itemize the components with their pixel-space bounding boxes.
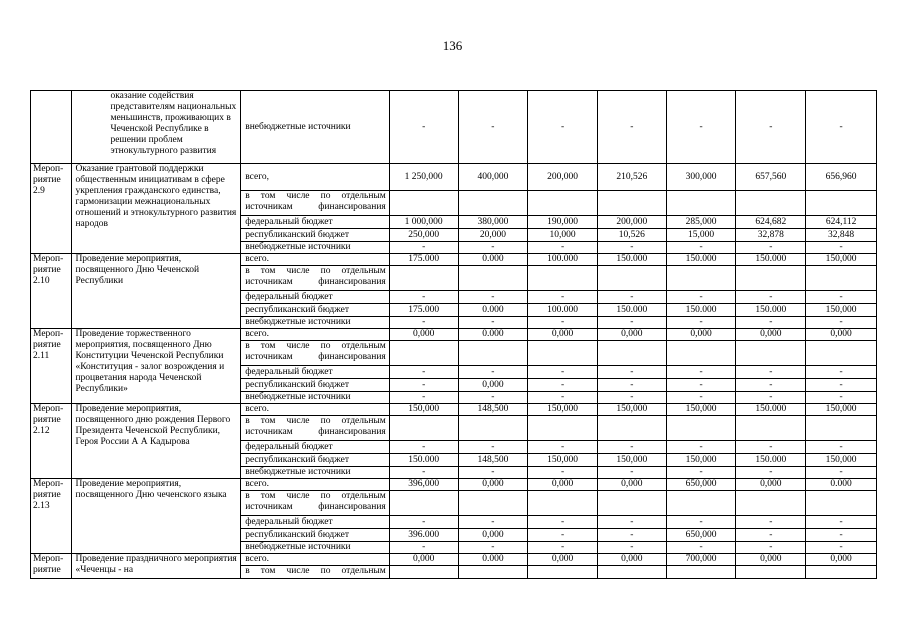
amount-cell: 150,000 xyxy=(597,404,666,416)
amount-cell: - xyxy=(389,91,458,164)
amount-cell xyxy=(458,416,528,441)
amount-cell: - xyxy=(736,392,806,404)
amount-cell xyxy=(736,266,806,291)
amount-cell xyxy=(806,341,877,366)
amount-cell: 148,500 xyxy=(458,454,528,467)
amount-cell: - xyxy=(597,392,666,404)
amount-cell xyxy=(389,416,458,441)
amount-cell: - xyxy=(666,317,736,329)
amount-cell: 624,112 xyxy=(806,216,877,229)
amount-cell xyxy=(736,341,806,366)
amount-cell xyxy=(458,266,528,291)
amount-cell: 380,000 xyxy=(458,216,528,229)
amount-cell xyxy=(597,566,666,579)
amount-cell: 0,000 xyxy=(736,329,806,341)
amount-cell: 0,000 xyxy=(597,479,666,491)
amount-cell: - xyxy=(597,379,666,392)
amount-cell: 396,000 xyxy=(389,479,458,491)
amount-cell: 150.000 xyxy=(666,254,736,266)
amount-cell: 700,000 xyxy=(666,554,736,566)
funding-source: в том числе по отдельным источникам финансирования xyxy=(241,491,390,516)
amount-cell: - xyxy=(666,242,736,254)
amount-cell: 150.000 xyxy=(736,304,806,317)
amount-cell: - xyxy=(666,392,736,404)
budget-table-container xyxy=(30,90,877,595)
amount-cell: 0,000 xyxy=(528,329,598,341)
amount-cell: 0,000 xyxy=(806,554,877,566)
amount-cell xyxy=(666,491,736,516)
amount-cell: - xyxy=(666,516,736,529)
amount-cell: 0,000 xyxy=(389,554,458,566)
amount-cell: - xyxy=(597,366,666,379)
funding-source: внебюджетные источники xyxy=(241,542,390,554)
table-row xyxy=(31,479,877,491)
amount-cell: 0,000 xyxy=(458,529,528,542)
amount-cell xyxy=(666,341,736,366)
amount-cell: 650,000 xyxy=(666,529,736,542)
table-body xyxy=(31,91,877,579)
amount-cell: - xyxy=(736,366,806,379)
measure-description: Проведение мероприятия, посвященного Дню чеченского языка xyxy=(72,479,241,554)
measure-code: Мероприятие 2.13 xyxy=(31,479,72,554)
amount-cell: 150.000 xyxy=(736,404,806,416)
measure-description: Проведение праздничного мероприятия «Чеченцы - на xyxy=(72,554,241,579)
amount-cell: 150,000 xyxy=(806,304,877,317)
amount-cell: 10,000 xyxy=(528,229,598,242)
amount-cell: 150.000 xyxy=(736,254,806,266)
amount-cell xyxy=(458,191,528,216)
amount-cell xyxy=(528,416,598,441)
amount-cell xyxy=(666,416,736,441)
amount-cell: 150.000 xyxy=(597,304,666,317)
amount-cell: - xyxy=(597,529,666,542)
amount-cell: - xyxy=(389,441,458,454)
funding-source: всего. xyxy=(241,479,390,491)
amount-cell: - xyxy=(528,379,598,392)
amount-cell: 0.000 xyxy=(458,254,528,266)
amount-cell: - xyxy=(389,516,458,529)
measure-description: Проведение мероприятия, посвященного дню рождения Первого Президента Чеченской Республики, Героя России А А Кадырова xyxy=(72,404,241,479)
amount-cell: - xyxy=(389,379,458,392)
funding-source: всего. xyxy=(241,254,390,266)
amount-cell: 200,000 xyxy=(597,216,666,229)
measure-description: оказание содействия представителям национальных меньшинств, проживающих в Чеченской Республике в решении проблем этнокультурного развития xyxy=(72,91,241,164)
amount-cell: - xyxy=(597,91,666,164)
funding-source: в том числе по отдельным xyxy=(241,566,390,579)
funding-source: федеральный бюджет xyxy=(241,366,390,379)
amount-cell: - xyxy=(666,291,736,304)
amount-cell: 100.000 xyxy=(528,304,598,317)
amount-cell: - xyxy=(736,516,806,529)
amount-cell: 0,000 xyxy=(458,479,528,491)
amount-cell: - xyxy=(528,467,598,479)
amount-cell: 15,000 xyxy=(666,229,736,242)
measure-code: Мероприятие xyxy=(31,554,72,579)
amount-cell: - xyxy=(458,366,528,379)
amount-cell: - xyxy=(597,467,666,479)
amount-cell: 150,000 xyxy=(528,454,598,467)
table-row xyxy=(31,254,877,266)
funding-source: республиканский бюджет xyxy=(241,229,390,242)
amount-cell: 150,000 xyxy=(389,404,458,416)
amount-cell: - xyxy=(806,467,877,479)
table-row xyxy=(31,404,877,416)
amount-cell: 150,000 xyxy=(528,404,598,416)
funding-source: республиканский бюджет xyxy=(241,529,390,542)
table-row xyxy=(31,164,877,191)
amount-cell: - xyxy=(458,392,528,404)
amount-cell: 300,000 xyxy=(666,164,736,191)
amount-cell: - xyxy=(736,467,806,479)
funding-source: внебюджетные источники xyxy=(241,91,390,164)
amount-cell: 20,000 xyxy=(458,229,528,242)
amount-cell: - xyxy=(528,91,598,164)
amount-cell: - xyxy=(458,516,528,529)
amount-cell: - xyxy=(806,529,877,542)
amount-cell: 0,000 xyxy=(528,554,598,566)
amount-cell: 150.000 xyxy=(389,454,458,467)
amount-cell xyxy=(736,491,806,516)
amount-cell: 150,000 xyxy=(666,404,736,416)
amount-cell: - xyxy=(528,516,598,529)
amount-cell: - xyxy=(528,542,598,554)
amount-cell: 148,500 xyxy=(458,404,528,416)
measure-code: Мероприятие 2.9 xyxy=(31,164,72,254)
funding-source: всего. xyxy=(241,329,390,341)
amount-cell: 150,000 xyxy=(806,254,877,266)
amount-cell: 175.000 xyxy=(389,254,458,266)
amount-cell xyxy=(389,266,458,291)
amount-cell: 210,526 xyxy=(597,164,666,191)
amount-cell: - xyxy=(806,516,877,529)
amount-cell: - xyxy=(458,467,528,479)
amount-cell: 0.000 xyxy=(458,329,528,341)
amount-cell: - xyxy=(528,242,598,254)
amount-cell: 0.000 xyxy=(458,554,528,566)
funding-source: республиканский бюджет xyxy=(241,454,390,467)
amount-cell xyxy=(528,191,598,216)
amount-cell: 150,000 xyxy=(806,454,877,467)
amount-cell xyxy=(666,566,736,579)
amount-cell: - xyxy=(806,392,877,404)
amount-cell: 150.000 xyxy=(597,254,666,266)
amount-cell: - xyxy=(666,542,736,554)
amount-cell: - xyxy=(597,542,666,554)
amount-cell: - xyxy=(736,542,806,554)
amount-cell: 0.000 xyxy=(806,479,877,491)
amount-cell: 150,000 xyxy=(806,404,877,416)
amount-cell: - xyxy=(806,366,877,379)
measure-description: Проведение мероприятия, посвященного Дню Чеченской Республики xyxy=(72,254,241,329)
amount-cell: 1 000,000 xyxy=(389,216,458,229)
amount-cell xyxy=(666,266,736,291)
measure-code: Мероприятие 2.11 xyxy=(31,329,72,404)
amount-cell: - xyxy=(666,441,736,454)
amount-cell xyxy=(806,491,877,516)
amount-cell: 150.000 xyxy=(736,454,806,467)
amount-cell xyxy=(458,341,528,366)
amount-cell xyxy=(458,491,528,516)
amount-cell xyxy=(597,491,666,516)
amount-cell: 0.000 xyxy=(458,304,528,317)
amount-cell: 150,000 xyxy=(597,454,666,467)
amount-cell xyxy=(528,266,598,291)
amount-cell: 650,000 xyxy=(666,479,736,491)
amount-cell: 150.000 xyxy=(666,304,736,317)
table-row xyxy=(31,329,877,341)
amount-cell: 200,000 xyxy=(528,164,598,191)
funding-source: внебюджетные источники xyxy=(241,467,390,479)
amount-cell: 0,000 xyxy=(666,329,736,341)
amount-cell: - xyxy=(458,441,528,454)
amount-cell: 0,000 xyxy=(389,329,458,341)
amount-cell: - xyxy=(528,392,598,404)
funding-source: федеральный бюджет xyxy=(241,441,390,454)
amount-cell: - xyxy=(806,91,877,164)
amount-cell: - xyxy=(736,91,806,164)
amount-cell xyxy=(806,266,877,291)
amount-cell: - xyxy=(389,542,458,554)
amount-cell: 150,000 xyxy=(666,454,736,467)
amount-cell xyxy=(806,191,877,216)
amount-cell xyxy=(389,566,458,579)
amount-cell: - xyxy=(458,542,528,554)
amount-cell: - xyxy=(528,529,598,542)
amount-cell: 396.000 xyxy=(389,529,458,542)
amount-cell: - xyxy=(458,291,528,304)
funding-source: в том числе по отдельным источникам финансирования xyxy=(241,341,390,366)
amount-cell: 0,000 xyxy=(597,554,666,566)
amount-cell: - xyxy=(597,516,666,529)
funding-source: федеральный бюджет xyxy=(241,291,390,304)
funding-source: федеральный бюджет xyxy=(241,216,390,229)
amount-cell: - xyxy=(389,291,458,304)
amount-cell: 0,000 xyxy=(736,554,806,566)
amount-cell: - xyxy=(736,242,806,254)
amount-cell: 0,000 xyxy=(736,479,806,491)
amount-cell: - xyxy=(458,242,528,254)
measure-code: Мероприятие 2.10 xyxy=(31,254,72,329)
amount-cell: - xyxy=(736,529,806,542)
amount-cell: - xyxy=(528,291,598,304)
amount-cell xyxy=(736,416,806,441)
amount-cell: - xyxy=(806,242,877,254)
amount-cell xyxy=(597,416,666,441)
amount-cell: 0,000 xyxy=(458,379,528,392)
amount-cell: 0,000 xyxy=(806,329,877,341)
amount-cell xyxy=(528,341,598,366)
amount-cell: 100.000 xyxy=(528,254,598,266)
amount-cell: - xyxy=(806,317,877,329)
amount-cell xyxy=(806,566,877,579)
measure-code: Мероприятие 2.12 xyxy=(31,404,72,479)
amount-cell xyxy=(666,191,736,216)
amount-cell xyxy=(806,416,877,441)
measure-description: Проведение торжественного мероприятия, посвященного Дню Конституции Чеченской Республики «Конституция - залог возрождения и процветания народа Чеченской Республики» xyxy=(72,329,241,404)
amount-cell xyxy=(389,191,458,216)
amount-cell: - xyxy=(458,91,528,164)
amount-cell: 0,000 xyxy=(597,329,666,341)
amount-cell: - xyxy=(806,441,877,454)
amount-cell: - xyxy=(666,366,736,379)
amount-cell xyxy=(528,491,598,516)
amount-cell: - xyxy=(597,317,666,329)
funding-source: всего. xyxy=(241,404,390,416)
funding-source: внебюджетные источники xyxy=(241,392,390,404)
funding-source: республиканский бюджет xyxy=(241,379,390,392)
table-row xyxy=(31,91,877,164)
amount-cell xyxy=(528,566,598,579)
amount-cell xyxy=(736,566,806,579)
amount-cell xyxy=(458,566,528,579)
amount-cell: 250,000 xyxy=(389,229,458,242)
amount-cell: 400,000 xyxy=(458,164,528,191)
amount-cell: - xyxy=(666,379,736,392)
funding-source: внебюджетные источники xyxy=(241,317,390,329)
funding-source: всего. xyxy=(241,554,390,566)
amount-cell: 624,682 xyxy=(736,216,806,229)
amount-cell: - xyxy=(389,242,458,254)
amount-cell: - xyxy=(597,291,666,304)
funding-source: внебюджетные источники xyxy=(241,242,390,254)
amount-cell: 0,000 xyxy=(528,479,598,491)
amount-cell: - xyxy=(666,467,736,479)
amount-cell xyxy=(597,191,666,216)
amount-cell: - xyxy=(736,441,806,454)
amount-cell xyxy=(597,266,666,291)
funding-source: федеральный бюджет xyxy=(241,516,390,529)
amount-cell xyxy=(389,341,458,366)
amount-cell: 657,560 xyxy=(736,164,806,191)
table-row xyxy=(31,554,877,566)
amount-cell: - xyxy=(389,392,458,404)
amount-cell: - xyxy=(528,317,598,329)
measure-description: Оказание грантовой поддержки общественным инициативам в сфере укрепления гражданского единства, гармонизации межнациональных отношений и этнокультурного развития народов xyxy=(72,164,241,254)
amount-cell: 285,000 xyxy=(666,216,736,229)
amount-cell: - xyxy=(389,366,458,379)
amount-cell: - xyxy=(736,379,806,392)
amount-cell: 175.000 xyxy=(389,304,458,317)
funding-source: республиканский бюджет xyxy=(241,304,390,317)
amount-cell: 190,000 xyxy=(528,216,598,229)
amount-cell xyxy=(597,341,666,366)
amount-cell: - xyxy=(528,366,598,379)
amount-cell xyxy=(736,191,806,216)
amount-cell: 32,848 xyxy=(806,229,877,242)
amount-cell: - xyxy=(389,317,458,329)
amount-cell: 656,960 xyxy=(806,164,877,191)
amount-cell: - xyxy=(597,242,666,254)
amount-cell: - xyxy=(597,441,666,454)
amount-cell: - xyxy=(458,317,528,329)
funding-source: в том числе по отдельным источникам финансирования xyxy=(241,266,390,291)
amount-cell: - xyxy=(389,467,458,479)
amount-cell: - xyxy=(806,542,877,554)
amount-cell: 1 250,000 xyxy=(389,164,458,191)
funding-source: в том числе по отдельным источникам финансирования xyxy=(241,416,390,441)
funding-source: в том числе по отдельным источникам финансирования xyxy=(241,191,390,216)
amount-cell: - xyxy=(806,379,877,392)
amount-cell: - xyxy=(736,317,806,329)
measure-code xyxy=(31,91,72,164)
funding-source: всего, xyxy=(241,164,390,191)
amount-cell: - xyxy=(806,291,877,304)
page-number: 136 xyxy=(442,38,463,53)
amount-cell: - xyxy=(736,291,806,304)
amount-cell: - xyxy=(666,91,736,164)
amount-cell: - xyxy=(528,441,598,454)
budget-table xyxy=(30,90,877,579)
amount-cell: 10,526 xyxy=(597,229,666,242)
amount-cell: 32,878 xyxy=(736,229,806,242)
amount-cell xyxy=(389,491,458,516)
